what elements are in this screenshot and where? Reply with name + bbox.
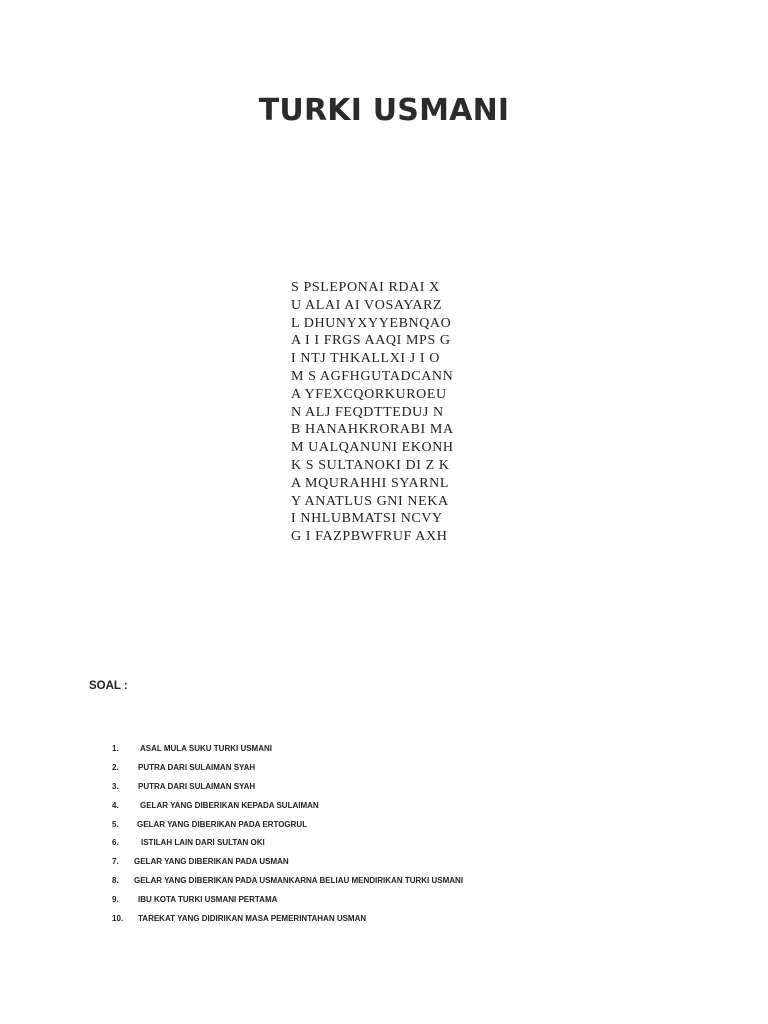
grid-row: I NTJ THKALLXI J I O — [291, 351, 440, 367]
grid-row: M S AGFHGUTADCANN — [291, 368, 454, 384]
grid-row: N ALJ FEQDTTEDUJ N — [291, 404, 444, 420]
grid-row: I NHLUBMATSI NCVY — [291, 511, 443, 527]
question-text: ISTILAH LAIN DARI SULTAN OKI — [141, 838, 265, 848]
question-number: 6. — [112, 838, 119, 848]
question-text: GELAR YANG DIBERIKAN PADA USMAN — [134, 857, 289, 867]
question-number: 8. — [112, 876, 119, 886]
grid-row: S PSLEPONAI RDAI X — [291, 280, 440, 295]
question-text: PUTRA DARI SULAIMAN SYAH — [138, 781, 256, 791]
question-number: 3. — [112, 781, 119, 791]
page-title: TURKI USMANI — [258, 93, 510, 128]
grid-row: M UALQANUNI EKONH — [291, 440, 454, 456]
question-number: 1. — [112, 744, 119, 753]
question-text: GELAR YANG DIBERIKAN PADA ERTOGRUL — [137, 819, 308, 829]
question-text: IBU KOTA TURKI USMANI PERTAMA — [138, 895, 278, 905]
question-text: ASAL MULA SUKU TURKI USMANI — [140, 744, 272, 753]
grid-row: U ALAI AI VOSAYARZ — [291, 297, 443, 313]
grid-row: B HANAHKRORABI MA — [291, 422, 454, 438]
grid-row: L DHUNYXYYEBNQAO — [291, 315, 452, 331]
question-text: GELAR YANG DIBERIKAN PADA USMANKARNA BELIAU MENDIRIKAN TURKI USMANI — [134, 876, 464, 886]
question-number: 9. — [112, 895, 119, 905]
question-text: PUTRA DARI SULAIMAN SYAH — [138, 762, 256, 772]
soal-heading: SOAL : — [89, 680, 128, 692]
grid-row: A YFEXCQORKUROEU — [291, 386, 447, 402]
question-number: 10. — [112, 914, 124, 924]
question-number: 2. — [112, 762, 119, 772]
question-text: TAREKAT YANG DIDIRIKAN MASA PEMERINTAHAN USMAN — [138, 914, 367, 924]
question-number: 5. — [112, 819, 119, 829]
grid-row: A MQURAHHI SYARNL — [291, 475, 449, 491]
word-search-grid — [291, 279, 491, 546]
grid-row: G I FAZPBWFRUF AXH — [291, 529, 448, 545]
question-number: 4. — [112, 800, 119, 810]
grid-row: K S SULTANOKI DI Z K — [291, 457, 450, 473]
grid-row: A I I FRGS AAQI MPS G — [291, 333, 451, 349]
question-text: GELAR YANG DIBERIKAN KEPADA SULAIMAN — [140, 800, 319, 810]
question-number: 7. — [112, 857, 119, 867]
grid-row: Y ANATLUS GNI NEKA — [291, 493, 449, 509]
